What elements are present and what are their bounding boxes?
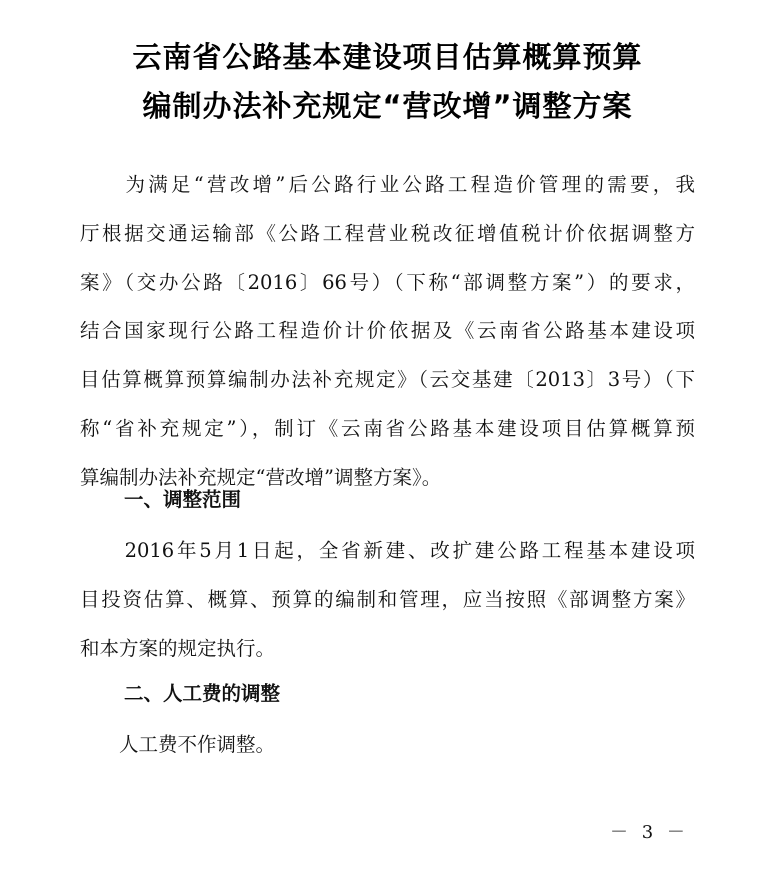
intro-line: 目估算概算预算编制办法补充规定》（云交基建〔2013〕3号）（下: [80, 368, 695, 391]
document-title-line-2: 编制办法补充规定“营改增”调整方案: [142, 89, 633, 123]
intro-line: 算编制办法补充规定“营改增”调整方案》。: [80, 466, 442, 489]
intro-line: 案》（交办公路〔2016〕66号）（下称“部调整方案”）的要求，: [80, 271, 695, 294]
labor-cost-line: 人工费不作调整。: [80, 733, 276, 756]
section-heading-labor-cost: 二、人工费的调整: [124, 682, 281, 705]
document-title-line-1: 云南省公路基本建设项目估算概算预算: [132, 40, 643, 74]
scope-line: 2016年5月1日起，全省新建、改扩建公路工程基本建设项: [80, 539, 695, 562]
section-heading-scope: 一、调整范围: [124, 488, 242, 511]
intro-line: 厅根据交通运输部《公路工程营业税改征增值税计价依据调整方: [80, 222, 695, 245]
scope-line: 和本方案的规定执行。: [80, 637, 276, 660]
scope-line: 目投资估算、概算、预算的编制和管理，应当按照《部调整方案》: [80, 588, 695, 611]
page-number: － 3 －: [610, 822, 689, 843]
intro-line: 结合国家现行公路工程造价计价依据及《云南省公路基本建设项: [80, 319, 695, 342]
intro-line: 为满足“营改增”后公路行业公路工程造价管理的需要，我: [80, 173, 695, 196]
intro-line: 称“省补充规定”），制订《云南省公路基本建设项目估算概算预: [80, 417, 695, 440]
